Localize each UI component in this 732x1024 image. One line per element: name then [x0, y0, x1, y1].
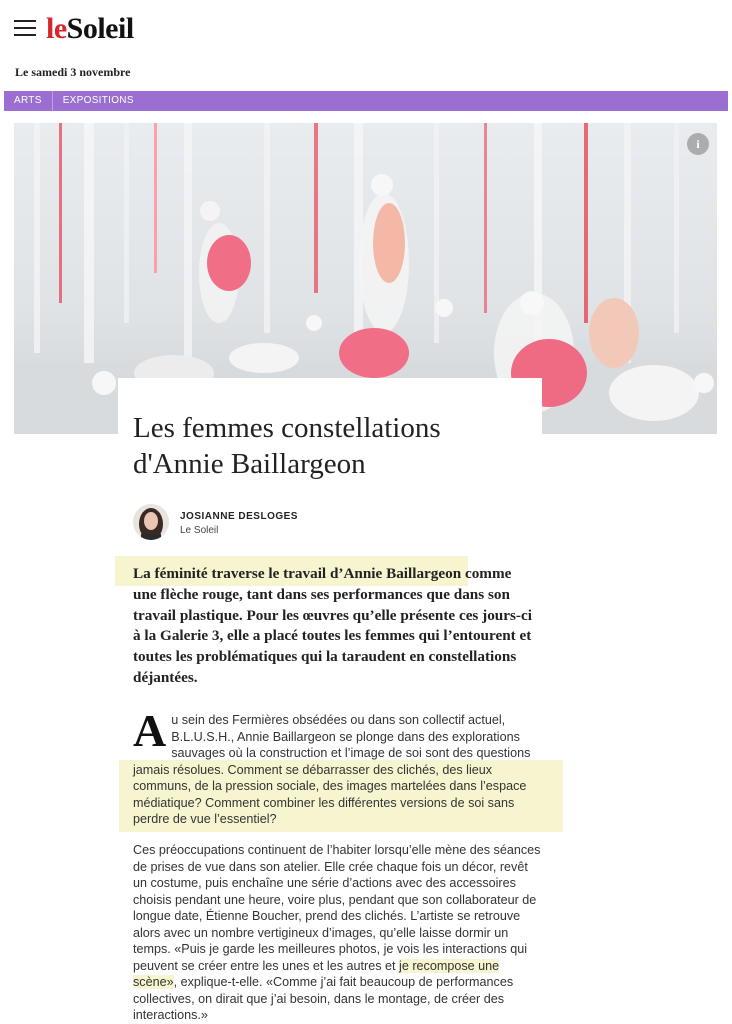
author-block	[133, 504, 433, 544]
article-paragraph-2	[133, 842, 545, 1024]
lead-highlighted-text: La féminité traverse le travail d’Annie Baillargeon	[133, 565, 462, 582]
lead-text: comme une flèche rouge, tant dans ses performances que dans son travail plastique. Pour les œuvres qu’elle présente ces jours-ci à la Galerie 3, elle a placé toutes les femmes qui l’entourent et toutes les problématiques qui la taraudent en constellations déjantées.	[133, 565, 532, 686]
logo-soleil: Soleil	[66, 12, 134, 45]
nav-item-expositions[interactable]: EXPOSITIONS	[52, 91, 144, 111]
article-paragraph-1	[133, 705, 545, 828]
drop-cap: A	[133, 705, 167, 756]
article-lead	[133, 564, 533, 689]
paragraph-2-text-a: Ces préoccupations continuent de l’habiter lorsqu’elle mène des séances de prises de vue dans son atelier. Elle crée chaque fois un décor, revêt un costume, puis enchaîne une série d’actions avec des accessoires choisis pendant une heure, voire plus, pendant que son collaborateur de longue date, Étienne Boucher, prend des clichés. L’artiste se retrouve alors avec un nombre vertigineux d’images, qu’elle laisse dormir un temps. «Puis je garde les meilleures photos, je vois les interactions qui peuvent se créer entre les unes et les autres et	[133, 843, 541, 973]
nav-item-arts[interactable]: ARTS	[14, 95, 42, 106]
header-date: Le samedi 3 novembre	[15, 65, 131, 79]
article-title: Les femmes constellations d'Annie Baillargeon	[133, 412, 441, 480]
author-name[interactable]: JOSIANNE DESLOGES	[180, 511, 298, 522]
hamburger-menu-icon[interactable]	[14, 20, 36, 38]
paragraph-2-highlighted: je recompose une scène»	[133, 958, 500, 989]
paragraph-1-highlighted: Comment se débarrasser des clichés, des lieux communs, de la pression sociale, des images martelées dans l’espace médiatique? Comment combiner les différentes versions de soi sans perdre de vue l’essentiel?	[133, 762, 527, 826]
info-icon[interactable]: i	[687, 133, 709, 155]
section-nav	[4, 91, 728, 111]
site-header	[0, 0, 732, 90]
author-photo	[133, 504, 169, 540]
site-logo[interactable]	[46, 12, 134, 46]
paragraph-1-text: u sein des Fermières obsédées ou dans son collectif actuel, B.L.U.S.H., Annie Baillargeon se plonge dans des explorations sauvages où la construction et l’image de soi sont des questions jamais résolues.	[133, 713, 531, 777]
paragraph-2-text-b: , explique-t-elle. «Comme j’ai fait beaucoup de performances collectives, on dirait que j’ai besoin, dans le montage, de créer des interactions.»	[133, 975, 514, 1022]
author-avatar[interactable]	[133, 504, 169, 540]
logo-le: le	[46, 12, 67, 45]
author-publication: Le Soleil	[180, 525, 219, 536]
